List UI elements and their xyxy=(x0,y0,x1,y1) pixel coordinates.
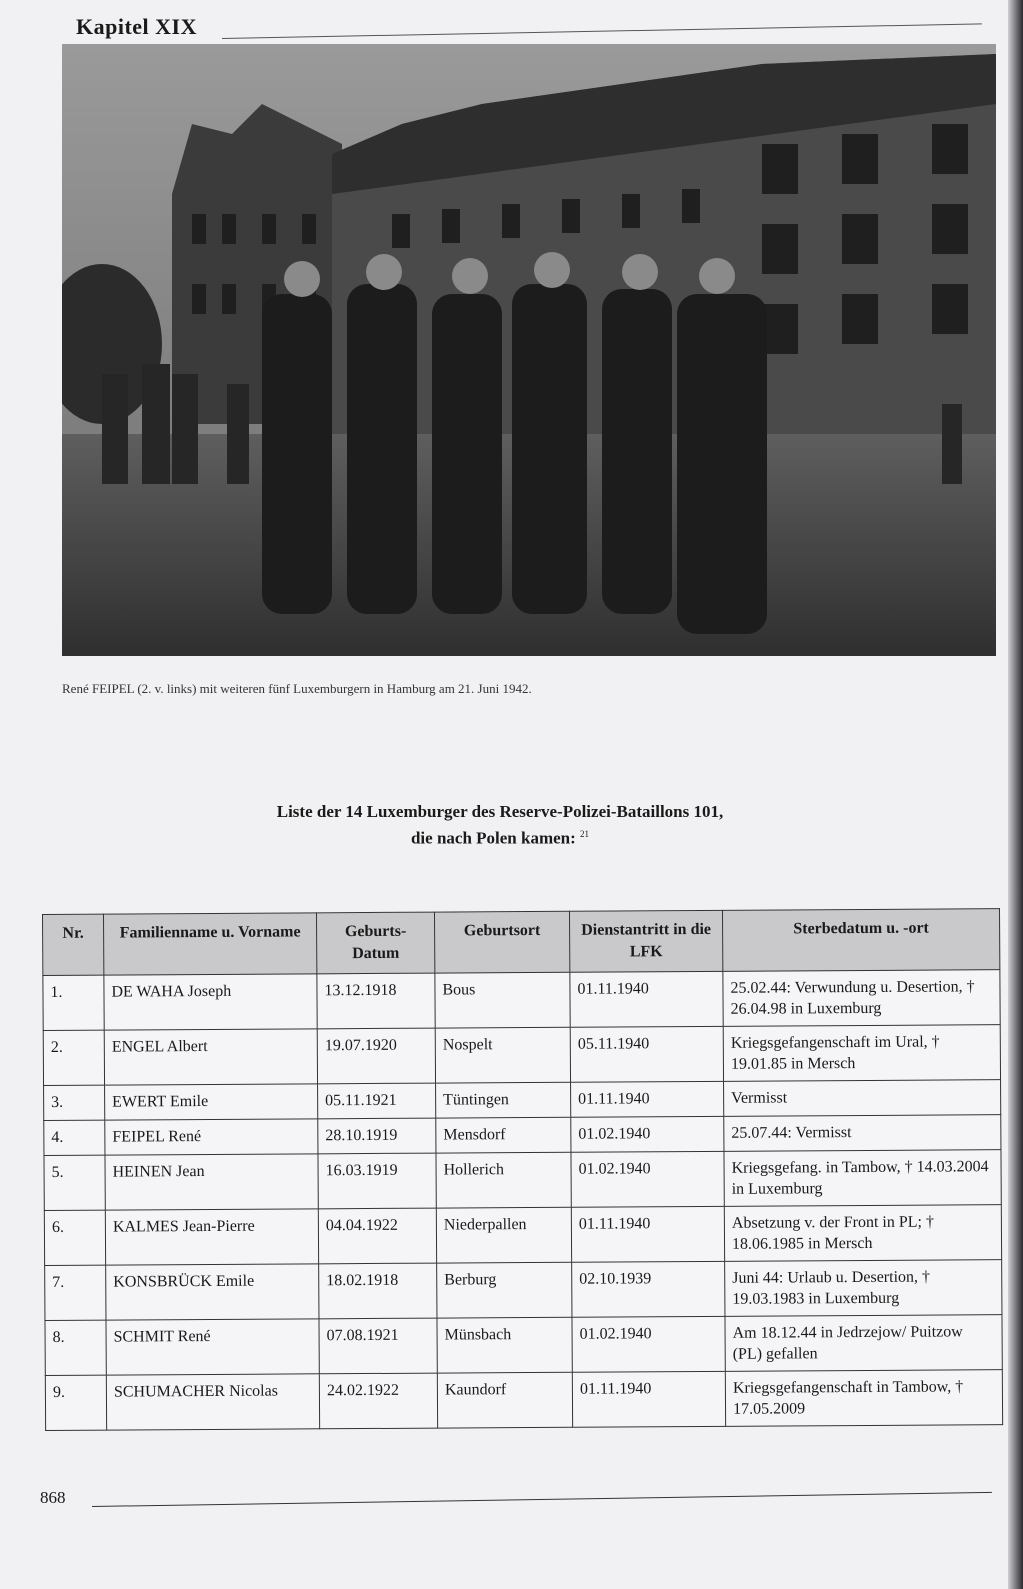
cell-death: 25.07.44: Vermisst xyxy=(724,1115,1001,1152)
cell-birthplace: Hollerich xyxy=(436,1152,571,1208)
cell-service-start: 01.02.1940 xyxy=(571,1151,724,1207)
table-row xyxy=(45,1370,1002,1431)
cell-service-start: 01.11.1940 xyxy=(570,971,723,1027)
cell-name: FEIPEL René xyxy=(105,1119,318,1155)
header-rule xyxy=(222,23,982,39)
book-edge xyxy=(1008,0,1023,1589)
cell-death: Am 18.12.44 in Jedrzejow/ Puitzow (PL) gefallen xyxy=(725,1315,1002,1372)
cell-nr: 4. xyxy=(44,1120,105,1155)
cell-birthplace: Münsbach xyxy=(437,1317,572,1373)
cell-death: 25.02.44: Verwundung u. Desertion, † 26.04.98 in Luxemburg xyxy=(723,970,1000,1027)
cell-nr: 5. xyxy=(44,1155,105,1210)
cell-service-start: 01.02.1940 xyxy=(571,1116,724,1152)
page-number: 868 xyxy=(40,1488,66,1507)
cell-birthdate: 13.12.1918 xyxy=(317,973,435,1029)
col-header-service-start: Dienstantritt in die LFK xyxy=(569,910,722,972)
photo-caption: René FEIPEL (2. v. links) mit weiteren fünf Luxemburgern in Hamburg am 21. Juni 1942. xyxy=(62,681,532,696)
cell-death: Juni 44: Urlaub u. Desertion, † 19.03.1983 in Luxemburg xyxy=(725,1260,1002,1317)
cell-name: SCHUMACHER Nicolas xyxy=(106,1374,319,1430)
list-title xyxy=(150,800,850,850)
cell-name: KALMES Jean-Pierre xyxy=(105,1209,318,1265)
luxembourgers-table xyxy=(42,908,1003,1431)
cell-name: KONSBRÜCK Emile xyxy=(106,1264,319,1320)
list-title-line2 xyxy=(150,823,850,850)
cell-service-start: 02.10.1939 xyxy=(572,1261,725,1317)
footnote-ref: 21 xyxy=(580,829,590,839)
list-title-line1: Liste der 14 Luxemburger des Reserve-Polizei-Bataillons 101, xyxy=(276,802,724,821)
cell-birthplace: Tüntingen xyxy=(436,1082,571,1118)
table-row xyxy=(45,1260,1002,1321)
cell-birthplace: Nospelt xyxy=(435,1027,570,1083)
cell-birthplace: Bous xyxy=(435,972,570,1028)
cell-death: Absetzung v. der Front in PL; † 18.06.1985 in Mersch xyxy=(724,1205,1001,1262)
historical-photo xyxy=(62,44,996,656)
cell-birthplace: Mensdorf xyxy=(436,1117,571,1153)
cell-service-start: 01.11.1940 xyxy=(571,1206,724,1262)
list-title-text: die nach Polen kamen: xyxy=(410,828,576,848)
cell-service-start: 05.11.1940 xyxy=(570,1026,723,1082)
footer-rule xyxy=(92,1492,992,1507)
cell-birthdate: 16.03.1919 xyxy=(318,1153,436,1209)
table-row xyxy=(44,1205,1001,1266)
cell-birthdate: 05.11.1921 xyxy=(318,1083,436,1119)
col-header-birthplace: Geburtsort xyxy=(434,911,569,973)
cell-nr: 2. xyxy=(43,1030,104,1085)
cell-nr: 7. xyxy=(45,1265,106,1320)
table-row xyxy=(44,1150,1001,1211)
table-row xyxy=(43,1025,1000,1086)
cell-name: DE WAHA Joseph xyxy=(104,974,317,1030)
cell-birthdate: 19.07.1920 xyxy=(317,1028,435,1084)
cell-death: Kriegsgefangenschaft im Ural, † 19.01.85 in Mersch xyxy=(723,1025,1000,1082)
table-row xyxy=(43,970,1000,1031)
cell-birthdate: 04.04.1922 xyxy=(318,1208,436,1264)
col-header-name: Familienname u. Vorname xyxy=(104,913,317,975)
cell-nr: 8. xyxy=(45,1320,106,1375)
table-row xyxy=(44,1115,1001,1156)
cell-birthdate: 07.08.1921 xyxy=(319,1318,437,1374)
cell-birthdate: 24.02.1922 xyxy=(319,1373,437,1429)
cell-name: EWERT Emile xyxy=(105,1084,318,1120)
table-row xyxy=(44,1080,1001,1121)
cell-death: Kriegsgefangenschaft in Tambow, † 17.05.2009 xyxy=(725,1370,1002,1427)
photo-illustration xyxy=(62,44,996,656)
cell-name: ENGEL Albert xyxy=(104,1029,317,1085)
cell-birthplace: Berburg xyxy=(437,1262,572,1318)
cell-nr: 3. xyxy=(44,1085,105,1120)
col-header-death: Sterbedatum u. -ort xyxy=(722,909,999,972)
cell-birthplace: Niederpallen xyxy=(436,1207,571,1263)
cell-death: Kriegsgefang. in Tambow, † 14.03.2004 in Luxemburg xyxy=(724,1150,1001,1207)
cell-birthdate: 28.10.1919 xyxy=(318,1118,436,1154)
cell-nr: 1. xyxy=(43,975,104,1030)
cell-name: SCHMIT René xyxy=(106,1319,319,1375)
cell-nr: 9. xyxy=(45,1375,106,1430)
chapter-heading: Kapitel XIX xyxy=(76,14,197,39)
cell-name: HEINEN Jean xyxy=(105,1154,318,1210)
col-header-nr: Nr. xyxy=(43,914,104,975)
table-header-row xyxy=(43,909,1000,976)
cell-service-start: 01.11.1940 xyxy=(572,1371,725,1427)
cell-service-start: 01.11.1940 xyxy=(571,1081,724,1117)
cell-birthdate: 18.02.1918 xyxy=(319,1263,437,1319)
cell-nr: 6. xyxy=(44,1210,105,1265)
cell-service-start: 01.02.1940 xyxy=(572,1316,725,1372)
cell-death: Vermisst xyxy=(724,1080,1001,1117)
col-header-birthdate: Geburts-Datum xyxy=(316,912,434,974)
cell-birthplace: Kaundorf xyxy=(437,1372,572,1428)
table-row xyxy=(45,1315,1002,1376)
